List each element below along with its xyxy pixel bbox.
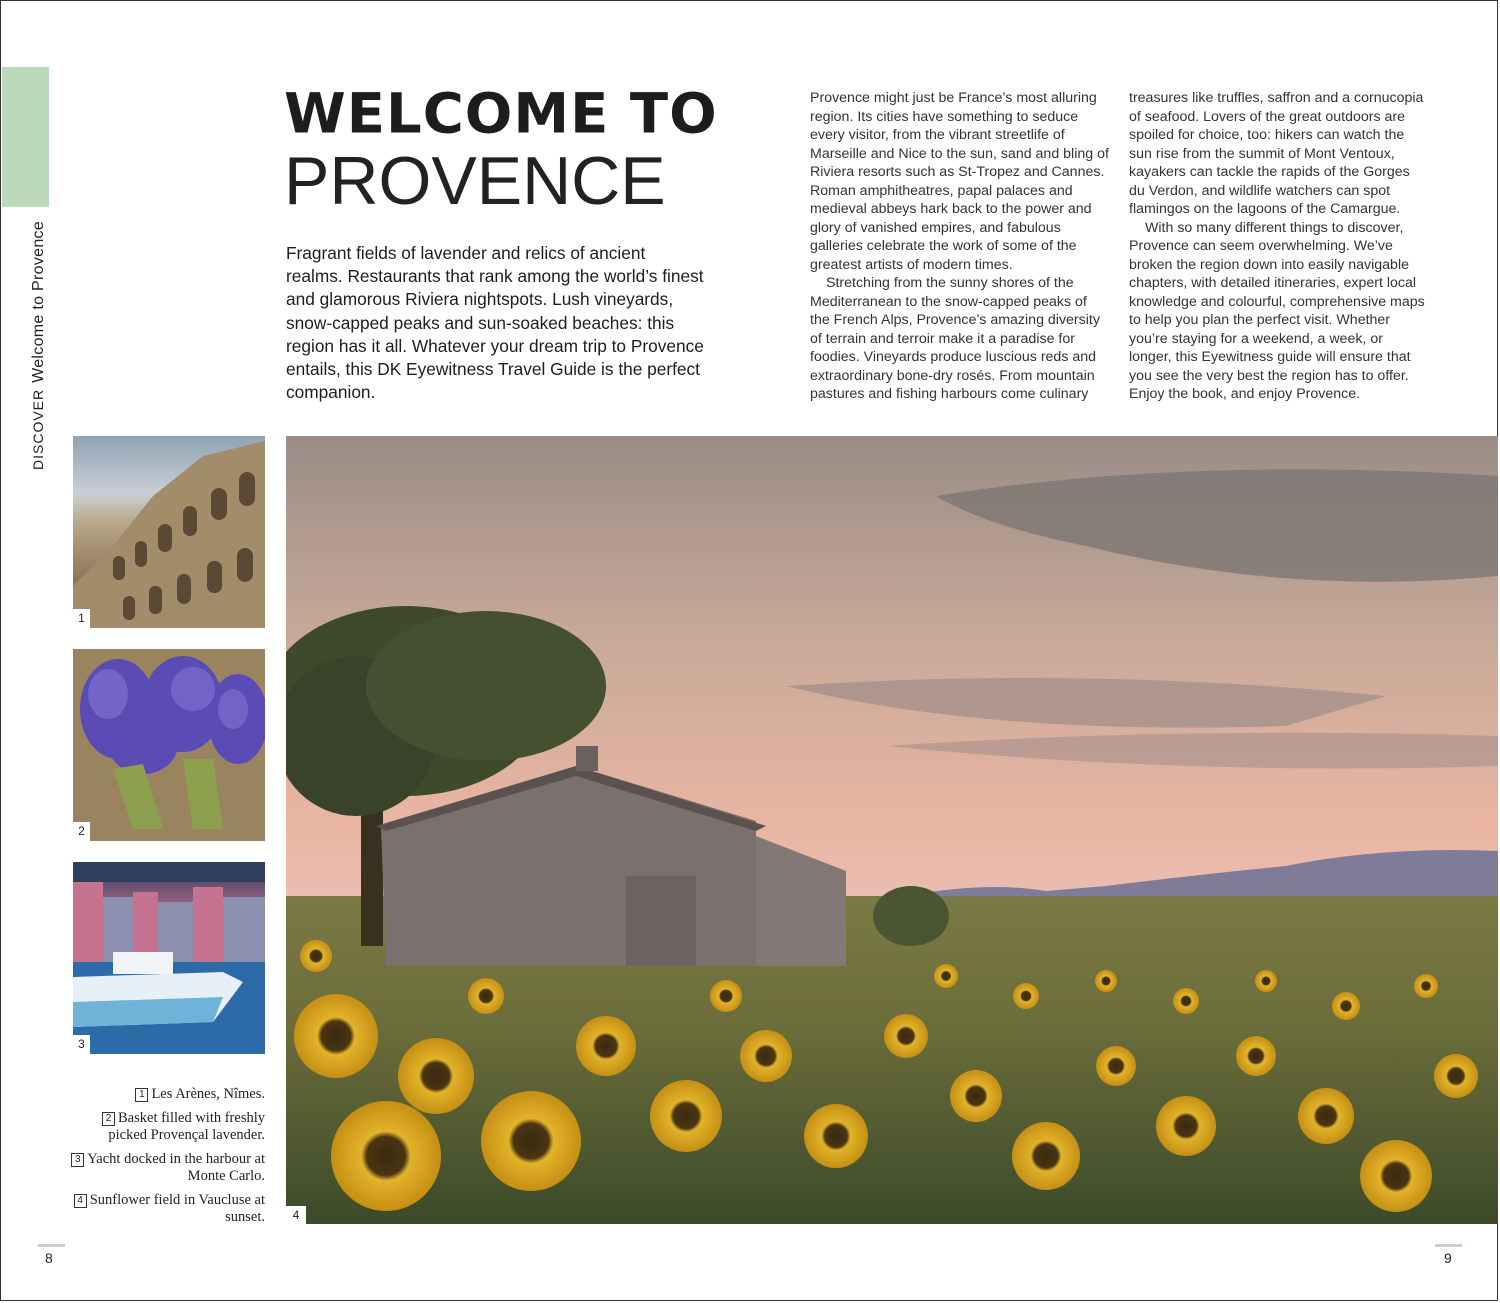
caption-item — [60, 1110, 265, 1144]
caption-item — [60, 1151, 265, 1185]
caption-item — [60, 1086, 265, 1103]
photo-sunflower-field — [286, 436, 1498, 1224]
photo-number: 2 — [73, 822, 90, 841]
section-label: DISCOVER — [30, 388, 46, 470]
page-number-right: 9 — [1444, 1250, 1452, 1266]
caption-text: Les Arènes, Nîmes. — [151, 1086, 265, 1102]
caption-number: 1 — [135, 1088, 148, 1102]
chapter-label: Welcome to Provence — [30, 220, 47, 383]
title-line-1: WELCOME TO — [284, 82, 718, 147]
body-paragraph: treasures like truffles, saffron and a cornucopia of seafood. Lovers of the great outdoors are spoiled for choice, too: hikers can watch the sun rise from the summit of Mont Ventoux, kayakers can tackle the rapids of the Gorges du Verdon, and wildlife watchers can spot flamingos on the lagoons of the Camargue. — [1129, 90, 1424, 217]
running-header — [30, 221, 48, 470]
sunflower-field-illustration — [286, 436, 1498, 1224]
intro-paragraph: Fragrant fields of lavender and relics of ancient realms. Restaurants that rank among the world’s finest and glamorous Riviera nightspots. Lush vineyards, snow-capped peaks and sun-soaked beaches: this region has it all. Whatever your dream trip to Provence entails, this DK Eyewitness Travel Guide is the perfect companion. — [286, 243, 704, 403]
title-line-2: PROVENCE — [284, 143, 666, 219]
page-number-bar — [38, 1244, 65, 1247]
caption-text: Yacht docked in the harbour at Monte Carlo. — [87, 1151, 265, 1184]
caption-number: 4 — [74, 1194, 87, 1208]
lavender-illustration — [73, 649, 265, 841]
photo-captions — [60, 1086, 265, 1233]
photo-number: 3 — [73, 1035, 90, 1054]
arena-illustration — [73, 436, 265, 628]
photo-arena — [73, 436, 265, 628]
caption-text: Sunflower field in Vaucluse at sunset. — [89, 1192, 265, 1225]
photo-number: 4 — [286, 1206, 306, 1224]
photo-harbour — [73, 862, 265, 1054]
caption-text: Basket filled with freshly picked Provençal lavender. — [108, 1110, 265, 1143]
photo-lavender — [73, 649, 265, 841]
body-column-1 — [810, 89, 1110, 404]
harbour-illustration — [73, 862, 265, 1054]
body-paragraph: Stretching from the sunny shores of the Mediterranean to the snow-capped peaks of the French Alps, Provence’s amazing diversity of terrain and terroir make it a paradise for foodies. Vineyards produce luscious reds and extraordinary bone-dry rosés. From mountain pastures and fishing harbours come culinary — [810, 275, 1100, 402]
body-paragraph: With so many different things to discover, Provence can seem overwhelming. We’ve broken the region down into easily navigable chapters, with detailed itineraries, expert local knowledge and colourful, comprehensive maps to help you plan the perfect visit. Whether you’re staying for a weekend, a week, or longer, this Eyewitness guide will ensure that you see the very best the region has to offer. Enjoy the book, and enjoy Provence. — [1129, 219, 1425, 402]
body-paragraph: Provence might just be France’s most alluring region. Its cities have something to seduce every visitor, from the vibrant streetlife of Marseille and Nice to the sun, sand and bling of Riviera resorts such as St-Tropez and Cannes. Roman amphitheatres, papal palaces and medieval abbeys hark back to the power and glory of vanished empires, and fabulous galleries celebrate the work of some of the greatest artists of modern times. — [810, 90, 1109, 273]
section-tab — [2, 67, 49, 207]
body-column-2 — [1129, 89, 1429, 404]
page-number-bar — [1435, 1244, 1462, 1247]
caption-number: 2 — [102, 1112, 115, 1126]
caption-number: 3 — [71, 1153, 84, 1167]
page-number-left: 8 — [45, 1250, 53, 1266]
caption-item — [60, 1192, 265, 1226]
page-title — [284, 82, 718, 219]
photo-number: 1 — [73, 609, 90, 628]
